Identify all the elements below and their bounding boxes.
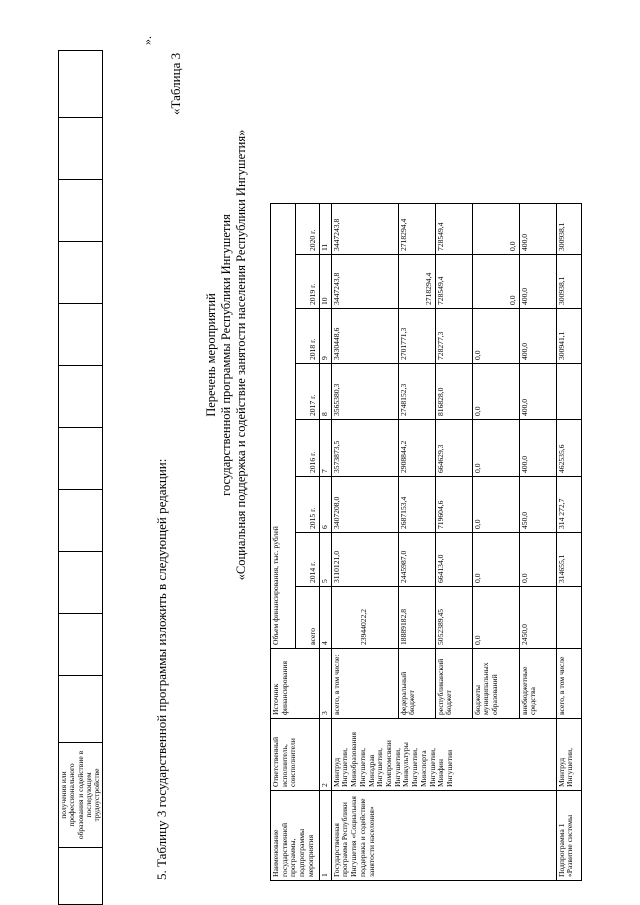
value-cell: 2687153,4 xyxy=(398,477,435,533)
value-cell: 18889182,8 xyxy=(398,587,435,649)
source-cell: республиканский бюджет xyxy=(435,649,472,719)
value-cell: 0,0 xyxy=(472,364,519,420)
column-number: 7 xyxy=(320,420,332,477)
header-name: Наименование государственной программы, подпрограммы мероприятия xyxy=(271,791,320,881)
heading-line-3: «Социальная поддержка и содействие занятости населения Республики Ингушетия» xyxy=(234,129,248,581)
value-cell: 400,0 xyxy=(519,420,556,477)
top-table-cell xyxy=(59,118,103,180)
header-year-2017: 2017 г. xyxy=(295,364,320,420)
value-cell: 664629,3 xyxy=(435,420,472,477)
value-cell: 3447243,8 xyxy=(331,255,398,309)
value-cell: 23944022,2 xyxy=(331,587,398,649)
header-executor: Ответственный исполнитель, соисполнители xyxy=(271,719,320,791)
table-row-subprogram-1 xyxy=(556,204,581,881)
value-cell: 300938,1 xyxy=(556,255,581,309)
value-cell: 3565380,3 xyxy=(331,364,398,420)
column-number: 5 xyxy=(320,533,332,587)
value-cell: 5052389,45 xyxy=(435,587,472,649)
value-cell: 3407208,0 xyxy=(331,477,398,533)
top-table-cell xyxy=(59,428,103,490)
value-cell: 728549,4 xyxy=(435,255,472,309)
column-number: 8 xyxy=(320,364,332,420)
value-cell: 0,0 xyxy=(472,309,519,364)
value-cell: 2701771,3 xyxy=(398,309,435,364)
header-year-2020: 2020 г. xyxy=(295,204,320,255)
value-cell: 719604,6 xyxy=(435,477,472,533)
subprogram-executor: Минтруд Ингушетии, xyxy=(556,719,581,791)
heading-line-1: Перечень мероприятий xyxy=(204,293,218,417)
value-cell: 0,0 xyxy=(472,255,519,309)
top-table-cell xyxy=(59,180,103,242)
header-year-2016: 2016 г. xyxy=(295,420,320,477)
header-source: Источник финансирования xyxy=(271,649,320,719)
value-cell: 3447243,8 xyxy=(331,204,398,255)
value-cell: 300941,1 xyxy=(556,309,581,364)
value-cell: 816828,0 xyxy=(435,364,472,420)
value-cell: 2450,0 xyxy=(519,587,556,649)
top-table-text-cell: получения или профессионального образования и содействие в последующем трудоустройстве xyxy=(59,743,103,848)
top-table-cell xyxy=(59,366,103,428)
source-cell: всего, в том числе: xyxy=(331,649,398,719)
source-cell: внебюджетные средства xyxy=(519,649,556,719)
value-cell: 0,0 xyxy=(472,204,519,255)
top-table-cell xyxy=(59,614,103,676)
value-cell: 3110121,0 xyxy=(331,533,398,587)
top-table-row xyxy=(59,51,103,905)
value-cell: 314655,1 xyxy=(556,533,581,587)
value-cell: 314 272,7 xyxy=(556,477,581,533)
source-cell: федеральный бюджет xyxy=(398,649,435,719)
heading-line-2: государственной программы Республики Ингушетия xyxy=(219,214,233,496)
value-cell: 2908844,2 xyxy=(398,420,435,477)
column-number: 2 xyxy=(320,719,332,791)
top-table-cell xyxy=(59,552,103,614)
value-cell: 3430448,6 xyxy=(331,309,398,364)
column-number: 6 xyxy=(320,477,332,533)
header-funding: Объем финансирования, тыс. рублей xyxy=(271,204,296,649)
value-cell: 450,0 xyxy=(519,477,556,533)
intro-text: 5. Таблицу 3 государственной программы изложить в следующей редакции: xyxy=(154,458,169,880)
value-cell: 664134,0 xyxy=(435,533,472,587)
top-table-cell xyxy=(59,490,103,552)
value-cell: 400,0 xyxy=(519,255,556,309)
value-cell: 2445987,0 xyxy=(398,533,435,587)
value-cell: 462535,6 xyxy=(556,420,581,477)
header-year-2014: 2014 г. xyxy=(295,533,320,587)
value-cell: 2718294,4 xyxy=(398,255,435,309)
header-year-2018: 2018 г. xyxy=(295,309,320,364)
value-cell: 2748152,3 xyxy=(398,364,435,420)
column-number: 4 xyxy=(320,587,332,649)
value-cell: 3573873,5 xyxy=(331,420,398,477)
value-cell: 0,0 xyxy=(472,477,519,533)
value-cell: 728549,4 xyxy=(435,204,472,255)
value-cell: 400,0 xyxy=(519,309,556,364)
top-table-continuation xyxy=(58,50,103,905)
value-cell: 2718294,4 xyxy=(398,204,435,255)
top-table-cell xyxy=(59,848,103,905)
value-cell: 0,0 xyxy=(472,420,519,477)
source-cell: всего, в том числе xyxy=(556,649,581,719)
column-number: 9 xyxy=(320,309,332,364)
measures-table xyxy=(270,203,582,881)
column-number: 3 xyxy=(320,649,332,719)
top-table-cell xyxy=(59,242,103,304)
top-table-cell xyxy=(59,51,103,118)
value-cell xyxy=(556,364,581,420)
header-year-2015: 2015 г. xyxy=(295,477,320,533)
column-number-row xyxy=(320,204,332,881)
column-number: 10 xyxy=(320,255,332,309)
value-cell: 0,0 xyxy=(472,533,519,587)
top-table-cell xyxy=(59,676,103,743)
value-cell: 728277,3 xyxy=(435,309,472,364)
value-cell: 300938,1 xyxy=(556,204,581,255)
top-table-cell xyxy=(59,304,103,366)
header-row xyxy=(271,204,296,881)
header-total: всего xyxy=(295,587,320,649)
table-number: «Таблица 3 xyxy=(168,52,183,115)
value-cell: 400,0 xyxy=(519,364,556,420)
subprogram-name: Подпрограмма 1 «Развитие системы xyxy=(556,791,581,881)
header-year-2019: 2019 г. xyxy=(295,255,320,309)
column-number: 1 xyxy=(320,791,332,881)
program-executors: Минтруд Ингушетии, Минобразования Ингушетии, Минздрав Ингушетии, Компромсвязи Ингушетии, Минкультуры Ингушетии, Минспорта Ингушетии, Минфин Ингушетии xyxy=(331,719,556,791)
source-cell: бюджеты муниципальных образований xyxy=(472,649,519,719)
value-cell: 0,0 xyxy=(472,587,519,649)
value-cell: 400,0 xyxy=(519,204,556,255)
value-cell: 0,0 xyxy=(519,533,556,587)
table-row-total xyxy=(331,204,398,881)
column-number: 11 xyxy=(320,204,332,255)
closing-quote: ». xyxy=(140,36,154,45)
program-name: Государственная программа Республики Ингушетия «Социальная поддержка и содействие занятости населения» xyxy=(331,791,556,881)
value-cell xyxy=(556,587,581,649)
